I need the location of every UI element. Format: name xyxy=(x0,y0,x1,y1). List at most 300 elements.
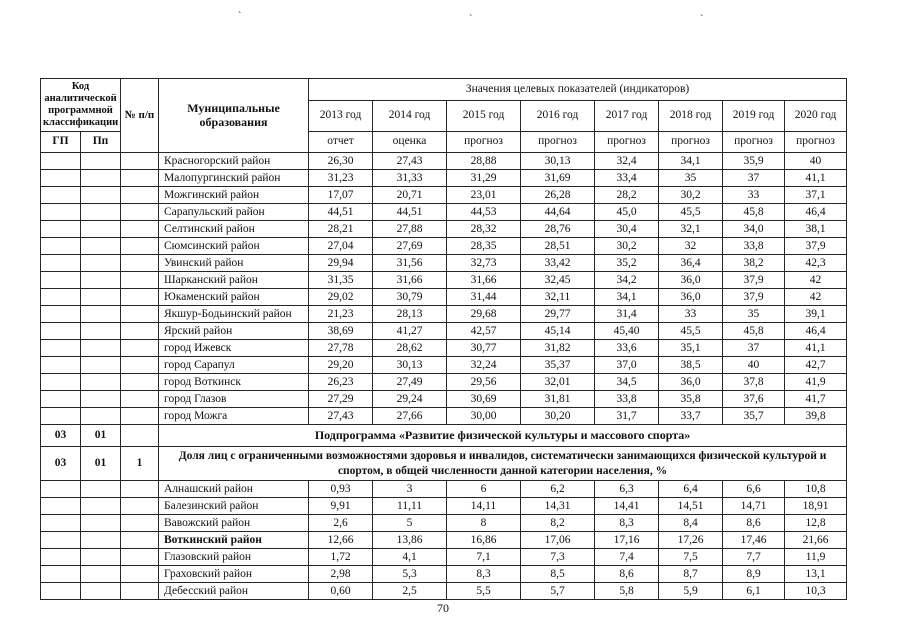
cell-value: 42,7 xyxy=(785,357,847,374)
cell-num xyxy=(121,425,159,447)
scan-artifact: ` xyxy=(238,11,242,22)
cell-value: 30,77 xyxy=(447,340,521,357)
cell-value: 33,4 xyxy=(595,170,659,187)
cell-value: 41,9 xyxy=(785,374,847,391)
cell-value: 38,5 xyxy=(659,357,723,374)
cell-municipality: Граховский район xyxy=(159,566,309,583)
cell-value: 8,2 xyxy=(521,515,595,532)
cell-value: 44,51 xyxy=(373,204,447,221)
cell-value: 28,13 xyxy=(373,306,447,323)
cell-gp xyxy=(41,272,81,289)
cell-num xyxy=(121,323,159,340)
cell-value: 46,4 xyxy=(785,323,847,340)
cell-value: 30,69 xyxy=(447,391,521,408)
cell-value: 36,4 xyxy=(659,255,723,272)
table-row xyxy=(41,357,847,374)
cell-pp xyxy=(81,153,121,170)
cell-gp xyxy=(41,549,81,566)
header-year-2013: 2013 год xyxy=(309,101,373,132)
cell-value: 41,7 xyxy=(785,391,847,408)
cell-value: 27,78 xyxy=(309,340,373,357)
cell-value: 27,69 xyxy=(373,238,447,255)
cell-value: 35 xyxy=(723,306,785,323)
cell-value: 2,5 xyxy=(373,583,447,600)
cell-num: 1 xyxy=(121,447,159,481)
cell-value: 7,1 xyxy=(447,549,521,566)
cell-value: 32,01 xyxy=(521,374,595,391)
cell-value: 8 xyxy=(447,515,521,532)
cell-num xyxy=(121,289,159,306)
cell-value: 17,06 xyxy=(521,532,595,549)
cell-value: 27,29 xyxy=(309,391,373,408)
cell-municipality: Алнашский район xyxy=(159,481,309,498)
cell-value: 5,5 xyxy=(447,583,521,600)
cell-pp xyxy=(81,515,121,532)
cell-value: 7,5 xyxy=(659,549,723,566)
table-row xyxy=(41,238,847,255)
cell-value: 37,9 xyxy=(723,289,785,306)
cell-value: 21,23 xyxy=(309,306,373,323)
cell-value: 45,8 xyxy=(723,323,785,340)
cell-value: 29,24 xyxy=(373,391,447,408)
cell-municipality: Селтинский район xyxy=(159,221,309,238)
table-row xyxy=(41,515,847,532)
cell-gp: 03 xyxy=(41,425,81,447)
cell-value: 17,46 xyxy=(723,532,785,549)
table-row xyxy=(41,498,847,515)
table-row xyxy=(41,153,847,170)
cell-value: 8,7 xyxy=(659,566,723,583)
header-type-prognoz-2017: прогноз xyxy=(595,132,659,153)
cell-value: 23,01 xyxy=(447,187,521,204)
cell-pp xyxy=(81,532,121,549)
cell-num xyxy=(121,187,159,204)
cell-value: 28,88 xyxy=(447,153,521,170)
cell-gp xyxy=(41,566,81,583)
cell-value: 28,62 xyxy=(373,340,447,357)
header-row-number: № п/п xyxy=(121,79,159,153)
header-values-group: Значения целевых показателей (индикаторов) xyxy=(309,79,847,101)
cell-gp: 03 xyxy=(41,447,81,481)
cell-value: 34,0 xyxy=(723,221,785,238)
header-type-prognoz-2016: прогноз xyxy=(521,132,595,153)
cell-value: 11,11 xyxy=(373,498,447,515)
cell-pp xyxy=(81,498,121,515)
table-row xyxy=(41,566,847,583)
table-row xyxy=(41,408,847,425)
cell-value: 41,27 xyxy=(373,323,447,340)
cell-value: 6,4 xyxy=(659,481,723,498)
cell-value: 8,5 xyxy=(521,566,595,583)
cell-value: 14,31 xyxy=(521,498,595,515)
cell-value: 45,40 xyxy=(595,323,659,340)
cell-value: 35,8 xyxy=(659,391,723,408)
cell-value: 31,44 xyxy=(447,289,521,306)
cell-value: 38,2 xyxy=(723,255,785,272)
cell-value: 29,68 xyxy=(447,306,521,323)
cell-municipality: Якшур-Бодьинский район xyxy=(159,306,309,323)
cell-value: 45,0 xyxy=(595,204,659,221)
cell-value: 7,4 xyxy=(595,549,659,566)
cell-value: 31,66 xyxy=(447,272,521,289)
indicator-row xyxy=(41,447,847,481)
table-row xyxy=(41,255,847,272)
scan-artifact: ` xyxy=(700,14,704,25)
cell-gp xyxy=(41,391,81,408)
cell-value: 31,56 xyxy=(373,255,447,272)
cell-value: 41,1 xyxy=(785,340,847,357)
cell-num xyxy=(121,583,159,600)
header-type-ocenka: оценка xyxy=(373,132,447,153)
cell-value: 41,1 xyxy=(785,170,847,187)
table-row xyxy=(41,323,847,340)
table-row xyxy=(41,221,847,238)
cell-num xyxy=(121,408,159,425)
cell-num xyxy=(121,238,159,255)
table-row xyxy=(41,272,847,289)
cell-pp xyxy=(81,323,121,340)
cell-value: 3 xyxy=(373,481,447,498)
header-year-2018: 2018 год xyxy=(659,101,723,132)
cell-municipality: город Сарапул xyxy=(159,357,309,374)
cell-num xyxy=(121,515,159,532)
cell-value: 36,0 xyxy=(659,374,723,391)
cell-municipality: Малопургинский район xyxy=(159,170,309,187)
cell-num xyxy=(121,221,159,238)
cell-value: 8,6 xyxy=(595,566,659,583)
header-year-2015: 2015 год xyxy=(447,101,521,132)
cell-municipality: город Воткинск xyxy=(159,374,309,391)
header-pp: Пп xyxy=(81,132,121,153)
cell-value: 40 xyxy=(785,153,847,170)
cell-value: 33,6 xyxy=(595,340,659,357)
cell-value: 37 xyxy=(723,170,785,187)
cell-value: 0,60 xyxy=(309,583,373,600)
cell-value: 26,28 xyxy=(521,187,595,204)
cell-value: 33 xyxy=(723,187,785,204)
cell-gp xyxy=(41,374,81,391)
cell-value: 33,8 xyxy=(723,238,785,255)
cell-gp xyxy=(41,481,81,498)
cell-pp xyxy=(81,255,121,272)
cell-value: 45,5 xyxy=(659,323,723,340)
cell-value: 10,3 xyxy=(785,583,847,600)
cell-value: 34,2 xyxy=(595,272,659,289)
cell-value: 32,1 xyxy=(659,221,723,238)
cell-value: 35,9 xyxy=(723,153,785,170)
cell-value: 32,11 xyxy=(521,289,595,306)
scan-artifact: ` xyxy=(469,14,473,25)
cell-value: 33,7 xyxy=(659,408,723,425)
cell-pp xyxy=(81,221,121,238)
cell-value: 20,71 xyxy=(373,187,447,204)
cell-value: 27,49 xyxy=(373,374,447,391)
cell-value: 8,3 xyxy=(595,515,659,532)
cell-municipality: город Можга xyxy=(159,408,309,425)
cell-pp: 01 xyxy=(81,425,121,447)
cell-value: 30,4 xyxy=(595,221,659,238)
cell-value: 30,00 xyxy=(447,408,521,425)
cell-value: 31,81 xyxy=(521,391,595,408)
table-row xyxy=(41,187,847,204)
indicator-text: Доля лиц с ограниченными возможностями здоровья и инвалидов, систематически занимающихся физической культурой и спортом, в общей численности данной категории населения, % xyxy=(159,447,847,481)
cell-pp: 01 xyxy=(81,447,121,481)
cell-value: 33,8 xyxy=(595,391,659,408)
cell-value: 40 xyxy=(723,357,785,374)
cell-value: 33 xyxy=(659,306,723,323)
header-type-prognoz-2020: прогноз xyxy=(785,132,847,153)
cell-value: 30,20 xyxy=(521,408,595,425)
cell-value: 31,4 xyxy=(595,306,659,323)
cell-value: 21,66 xyxy=(785,532,847,549)
cell-value: 5,7 xyxy=(521,583,595,600)
table-row xyxy=(41,340,847,357)
cell-value: 37,9 xyxy=(723,272,785,289)
cell-value: 38,69 xyxy=(309,323,373,340)
cell-value: 44,51 xyxy=(309,204,373,221)
cell-value: 7,3 xyxy=(521,549,595,566)
cell-gp xyxy=(41,323,81,340)
cell-value: 1,72 xyxy=(309,549,373,566)
cell-value: 37,1 xyxy=(785,187,847,204)
cell-municipality: Балезинский район xyxy=(159,498,309,515)
header-year-2017: 2017 год xyxy=(595,101,659,132)
cell-value: 45,8 xyxy=(723,204,785,221)
cell-value: 6 xyxy=(447,481,521,498)
cell-value: 17,26 xyxy=(659,532,723,549)
cell-value: 32,73 xyxy=(447,255,521,272)
cell-municipality: Можгинский район xyxy=(159,187,309,204)
cell-value: 12,66 xyxy=(309,532,373,549)
cell-value: 2,98 xyxy=(309,566,373,583)
cell-value: 30,13 xyxy=(521,153,595,170)
cell-value: 31,66 xyxy=(373,272,447,289)
cell-num xyxy=(121,357,159,374)
cell-pp xyxy=(81,272,121,289)
table-row xyxy=(41,583,847,600)
header-year-2014: 2014 год xyxy=(373,101,447,132)
cell-value: 34,5 xyxy=(595,374,659,391)
cell-pp xyxy=(81,566,121,583)
cell-gp xyxy=(41,238,81,255)
cell-value: 10,8 xyxy=(785,481,847,498)
cell-value: 29,94 xyxy=(309,255,373,272)
cell-pp xyxy=(81,391,121,408)
cell-value: 29,77 xyxy=(521,306,595,323)
cell-value: 6,6 xyxy=(723,481,785,498)
cell-value: 8,6 xyxy=(723,515,785,532)
table-row xyxy=(41,481,847,498)
cell-value: 42,57 xyxy=(447,323,521,340)
cell-value: 6,2 xyxy=(521,481,595,498)
cell-num xyxy=(121,549,159,566)
cell-value: 7,7 xyxy=(723,549,785,566)
cell-value: 8,4 xyxy=(659,515,723,532)
cell-num xyxy=(121,498,159,515)
cell-value: 35,1 xyxy=(659,340,723,357)
header-gp: ГП xyxy=(41,132,81,153)
cell-value: 45,14 xyxy=(521,323,595,340)
cell-value: 31,69 xyxy=(521,170,595,187)
cell-value: 30,13 xyxy=(373,357,447,374)
cell-gp xyxy=(41,204,81,221)
cell-value: 35,7 xyxy=(723,408,785,425)
cell-pp xyxy=(81,289,121,306)
cell-value: 28,32 xyxy=(447,221,521,238)
header-year-2019: 2019 год xyxy=(723,101,785,132)
cell-gp xyxy=(41,221,81,238)
subprogram-title: Подпрограмма «Развитие физической культуры и массового спорта» xyxy=(159,425,847,447)
cell-municipality: Юкаменский район xyxy=(159,289,309,306)
cell-municipality: Дебесский район xyxy=(159,583,309,600)
cell-value: 29,56 xyxy=(447,374,521,391)
cell-value: 27,43 xyxy=(309,408,373,425)
cell-value: 31,35 xyxy=(309,272,373,289)
cell-pp xyxy=(81,187,121,204)
cell-municipality: город Глазов xyxy=(159,391,309,408)
cell-value: 37 xyxy=(723,340,785,357)
cell-value: 14,71 xyxy=(723,498,785,515)
header-code-classification: Код аналитической программной классификации xyxy=(41,79,121,132)
cell-gp xyxy=(41,289,81,306)
cell-num xyxy=(121,532,159,549)
header-type-prognoz-2019: прогноз xyxy=(723,132,785,153)
cell-value: 31,33 xyxy=(373,170,447,187)
table-row xyxy=(41,532,847,549)
cell-gp xyxy=(41,583,81,600)
cell-municipality: Сарапульский район xyxy=(159,204,309,221)
cell-value: 34,1 xyxy=(659,153,723,170)
cell-pp xyxy=(81,481,121,498)
cell-municipality: город Ижевск xyxy=(159,340,309,357)
cell-value: 39,8 xyxy=(785,408,847,425)
cell-pp xyxy=(81,204,121,221)
cell-value: 44,53 xyxy=(447,204,521,221)
cell-value: 35,2 xyxy=(595,255,659,272)
subprogram-row xyxy=(41,425,847,447)
cell-value: 8,9 xyxy=(723,566,785,583)
cell-value: 32,24 xyxy=(447,357,521,374)
cell-gp xyxy=(41,408,81,425)
cell-value: 31,7 xyxy=(595,408,659,425)
cell-pp xyxy=(81,170,121,187)
cell-value: 37,8 xyxy=(723,374,785,391)
cell-num xyxy=(121,255,159,272)
cell-value: 14,11 xyxy=(447,498,521,515)
cell-municipality: Вавожский район xyxy=(159,515,309,532)
cell-num xyxy=(121,170,159,187)
cell-value: 27,66 xyxy=(373,408,447,425)
cell-municipality: Ярский район xyxy=(159,323,309,340)
cell-value: 37,9 xyxy=(785,238,847,255)
table-row xyxy=(41,170,847,187)
cell-pp xyxy=(81,583,121,600)
cell-municipality: Красногорский район xyxy=(159,153,309,170)
cell-value: 38,1 xyxy=(785,221,847,238)
cell-value: 11,9 xyxy=(785,549,847,566)
cell-value: 34,1 xyxy=(595,289,659,306)
cell-value: 13,86 xyxy=(373,532,447,549)
cell-pp xyxy=(81,374,121,391)
cell-gp xyxy=(41,515,81,532)
cell-value: 37,6 xyxy=(723,391,785,408)
cell-value: 26,23 xyxy=(309,374,373,391)
page-number: 70 xyxy=(437,601,449,615)
cell-value: 36,0 xyxy=(659,289,723,306)
cell-value: 6,3 xyxy=(595,481,659,498)
cell-value: 27,04 xyxy=(309,238,373,255)
cell-value: 42 xyxy=(785,272,847,289)
header-type-otchet: отчет xyxy=(309,132,373,153)
cell-value: 8,3 xyxy=(447,566,521,583)
cell-value: 13,1 xyxy=(785,566,847,583)
cell-gp xyxy=(41,306,81,323)
cell-value: 5,8 xyxy=(595,583,659,600)
cell-num xyxy=(121,566,159,583)
cell-value: 6,1 xyxy=(723,583,785,600)
cell-value: 16,86 xyxy=(447,532,521,549)
cell-value: 46,4 xyxy=(785,204,847,221)
cell-num xyxy=(121,306,159,323)
cell-pp xyxy=(81,549,121,566)
table-row xyxy=(41,391,847,408)
cell-value: 30,2 xyxy=(595,238,659,255)
cell-value: 28,51 xyxy=(521,238,595,255)
cell-value: 35 xyxy=(659,170,723,187)
cell-value: 44,64 xyxy=(521,204,595,221)
cell-municipality: Шарканский район xyxy=(159,272,309,289)
cell-gp xyxy=(41,532,81,549)
header-municipalities: Муниципальные образования xyxy=(159,79,309,153)
cell-value: 42,3 xyxy=(785,255,847,272)
cell-value: 4,1 xyxy=(373,549,447,566)
cell-num xyxy=(121,153,159,170)
cell-value: 14,51 xyxy=(659,498,723,515)
cell-value: 33,42 xyxy=(521,255,595,272)
cell-value: 29,20 xyxy=(309,357,373,374)
cell-value: 17,07 xyxy=(309,187,373,204)
header-year-2016: 2016 год xyxy=(521,101,595,132)
cell-value: 28,21 xyxy=(309,221,373,238)
cell-value: 14,41 xyxy=(595,498,659,515)
cell-num xyxy=(121,272,159,289)
cell-gp xyxy=(41,498,81,515)
table-row xyxy=(41,549,847,566)
cell-pp xyxy=(81,340,121,357)
cell-gp xyxy=(41,357,81,374)
cell-pp xyxy=(81,408,121,425)
cell-num xyxy=(121,481,159,498)
cell-num xyxy=(121,391,159,408)
cell-num xyxy=(121,374,159,391)
cell-gp xyxy=(41,170,81,187)
cell-pp xyxy=(81,306,121,323)
cell-num xyxy=(121,204,159,221)
cell-value: 2,6 xyxy=(309,515,373,532)
cell-gp xyxy=(41,255,81,272)
cell-value: 27,88 xyxy=(373,221,447,238)
cell-value: 9,91 xyxy=(309,498,373,515)
cell-value: 45,5 xyxy=(659,204,723,221)
cell-value: 26,30 xyxy=(309,153,373,170)
cell-gp xyxy=(41,187,81,204)
table-row xyxy=(41,204,847,221)
cell-value: 12,8 xyxy=(785,515,847,532)
indicators-table xyxy=(40,78,847,600)
cell-value: 17,16 xyxy=(595,532,659,549)
cell-municipality: Воткинский район xyxy=(159,532,309,549)
cell-value: 18,91 xyxy=(785,498,847,515)
